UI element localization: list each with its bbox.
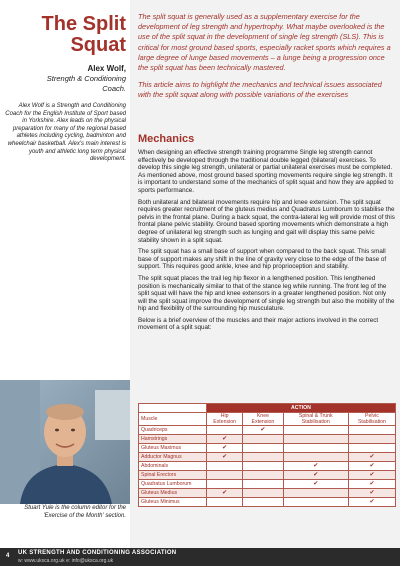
author-block xyxy=(2,64,126,94)
page-number: 4 xyxy=(6,553,10,559)
table-row xyxy=(139,444,396,453)
author-bio: Alex Wolf is a Strength and Conditioning Coach for the English Institute of Sport based in Yorkshire. Alex leads on the physical preparation for many of the regional based athletes including cycling, badminton and wheelchair basketball. Alex's main interest is youth and athletic long term physical development. xyxy=(5,103,126,163)
title-line-2: Squat xyxy=(70,34,126,56)
action-cell xyxy=(283,435,348,444)
action-cell xyxy=(207,444,243,453)
intro-paragraph-2: This article aims to highlight the mechanics and technical issues associated with the split squat along with possible variations of the exercises xyxy=(138,80,382,100)
table-row xyxy=(139,426,396,435)
action-cell xyxy=(348,471,395,480)
action-cell xyxy=(207,480,243,489)
action-cell xyxy=(283,480,348,489)
sidebar xyxy=(0,0,130,548)
action-cell xyxy=(348,489,395,498)
table-row xyxy=(139,435,396,444)
article-panel xyxy=(130,0,400,548)
action-cell xyxy=(207,489,243,498)
table-body xyxy=(139,426,396,507)
table-corner-cell xyxy=(139,404,207,413)
action-cell xyxy=(207,453,243,462)
action-cell xyxy=(348,498,395,507)
action-cell xyxy=(243,498,283,507)
table-row xyxy=(139,462,396,471)
action-cell xyxy=(243,471,283,480)
check-icon: ✔ xyxy=(369,454,375,460)
column-header-pelvic: Pelvic Stabilisation xyxy=(348,413,395,426)
check-icon: ✔ xyxy=(369,490,375,496)
action-cell xyxy=(283,462,348,471)
muscle-name-cell: Adductor Magnus xyxy=(139,453,207,462)
action-cell xyxy=(243,489,283,498)
action-cell xyxy=(243,480,283,489)
footer xyxy=(0,548,400,566)
action-cell xyxy=(348,480,395,489)
muscle-name-cell: Gluteus Minimus xyxy=(139,498,207,507)
check-icon: ✔ xyxy=(313,472,319,478)
check-icon: ✔ xyxy=(369,499,375,505)
column-header-spinal-trunk: Spinal & Trunk Stabilisation xyxy=(283,413,348,426)
body-paragraph-2: Both unilateral and bilateral movements require hip and knee extension. The split squat requires greater recruitment of the gluteus medius and Quadratus Lumborum to stabilise the pelvis in the frontal plane. During a back squat, the contra-lateral leg will provide most of this frontal plane pelvic stability. Ground based sporting movements which demonstrate a high degree of unilateral leg strength such as lunging and gait will display this same pelvic stability shown in a split squat. xyxy=(138,198,395,244)
editor-photo xyxy=(0,380,130,504)
action-cell xyxy=(348,453,395,462)
action-cell xyxy=(243,426,283,435)
check-icon: ✔ xyxy=(369,463,375,469)
action-cell xyxy=(207,426,243,435)
action-cell xyxy=(348,462,395,471)
action-cell xyxy=(207,471,243,480)
action-cell xyxy=(283,426,348,435)
action-cell xyxy=(207,498,243,507)
action-cell xyxy=(348,435,395,444)
check-icon: ✔ xyxy=(313,463,319,469)
action-cell xyxy=(243,453,283,462)
intro-paragraph-1: The split squat is generally used as a supplementary exercise for the development of leg strength and hypertrophy. What maybe overlooked is the use of the split squat in the development of single leg strength (SLS). This is critical for most ground based sports, especially racket sports which requires a large degree of lunge based movements – a lunge being a progression once the split squat has been technically mastered. xyxy=(138,12,391,73)
check-icon: ✔ xyxy=(222,454,228,460)
author-role-line-2: Coach. xyxy=(102,84,126,93)
body-paragraph-4: The split squat places the trail leg hip flexor in a lengthened position. This lengthened position is mechanically similar to that of the stance leg while running. The front leg of the split squat will have the hip and knee extensors in a greater lengthened position. Not only will the split squat improve the development of single leg strength but also the mobility of the hip and flexibility of the surrounding hip musculature. xyxy=(138,274,395,313)
action-cell xyxy=(348,444,395,453)
action-cell xyxy=(243,444,283,453)
muscle-name-cell: Spinal Erectors xyxy=(139,471,207,480)
action-cell xyxy=(207,435,243,444)
muscle-name-cell: Quadratus Lumborum xyxy=(139,480,207,489)
article-body xyxy=(138,149,396,336)
table-row xyxy=(139,498,396,507)
footer-org: UK STRENGTH AND CONDITIONING ASSOCIATION xyxy=(18,550,177,556)
check-icon: ✔ xyxy=(260,427,266,433)
check-icon: ✔ xyxy=(222,490,228,496)
action-cell xyxy=(283,498,348,507)
author-role-line-1: Strength & Conditioning xyxy=(46,74,126,83)
muscle-name-cell: Hamstrings xyxy=(139,435,207,444)
table-row xyxy=(139,480,396,489)
action-header: ACTION xyxy=(207,404,396,413)
action-cell xyxy=(283,489,348,498)
check-icon: ✔ xyxy=(369,472,375,478)
body-paragraph-1: When designing an effective strength training programme Single leg strength cannot effectively be developed through the traditional double legged (bilateral) exercises. To develop this single leg strength, unilateral or partial unilateral exercises must be completed. As mentioned above, most ground based sporting movements require single leg strength. It is important to understand some of the mechanics of split squat and how they are applied to sports performance. xyxy=(138,149,394,194)
intro xyxy=(138,12,394,108)
action-cell xyxy=(283,471,348,480)
table-row xyxy=(139,453,396,462)
action-cell xyxy=(283,453,348,462)
photo-caption: Stuart Yule is the column editor for the 'Exercise of the Month' section. xyxy=(24,505,126,519)
body-paragraph-3: The split squat has a small base of support when compared to the back squat. This small base of support makes any shift in the line of gravity very close to the edge of the base of support. This requires good ankle, knee and hip proprioception and stability. xyxy=(138,248,387,271)
check-icon: ✔ xyxy=(313,481,319,487)
footer-contact: w: www.uksca.org.uk e: info@uksca.org.uk xyxy=(18,558,114,564)
author-name: Alex Wolf, xyxy=(87,64,126,73)
table-row xyxy=(139,489,396,498)
table-row xyxy=(139,471,396,480)
title-line-1: The Split xyxy=(41,13,126,35)
action-cell xyxy=(207,462,243,471)
column-header-hip-extension: Hip Extension xyxy=(207,413,243,426)
action-cell xyxy=(243,435,283,444)
muscle-name-cell: Gluteus Medius xyxy=(139,489,207,498)
page-title xyxy=(2,14,126,56)
action-cell xyxy=(283,444,348,453)
check-icon: ✔ xyxy=(222,436,228,442)
muscle-action-table xyxy=(138,403,396,507)
muscle-name-cell: Abdominals xyxy=(139,462,207,471)
check-icon: ✔ xyxy=(369,481,375,487)
muscle-name-cell: Gluteus Maximus xyxy=(139,444,207,453)
muscle-name-cell: Quadriceps xyxy=(139,426,207,435)
column-header-knee-extension: Knee Extension xyxy=(243,413,283,426)
muscle-column-header: Muscle xyxy=(139,413,207,426)
check-icon: ✔ xyxy=(222,445,228,451)
action-cell xyxy=(243,462,283,471)
body-paragraph-5: Below is a brief overview of the muscles and their major actions involved in the correct movement of a split squat: xyxy=(138,316,379,332)
section-heading: Mechanics xyxy=(138,133,195,145)
action-cell xyxy=(348,426,395,435)
